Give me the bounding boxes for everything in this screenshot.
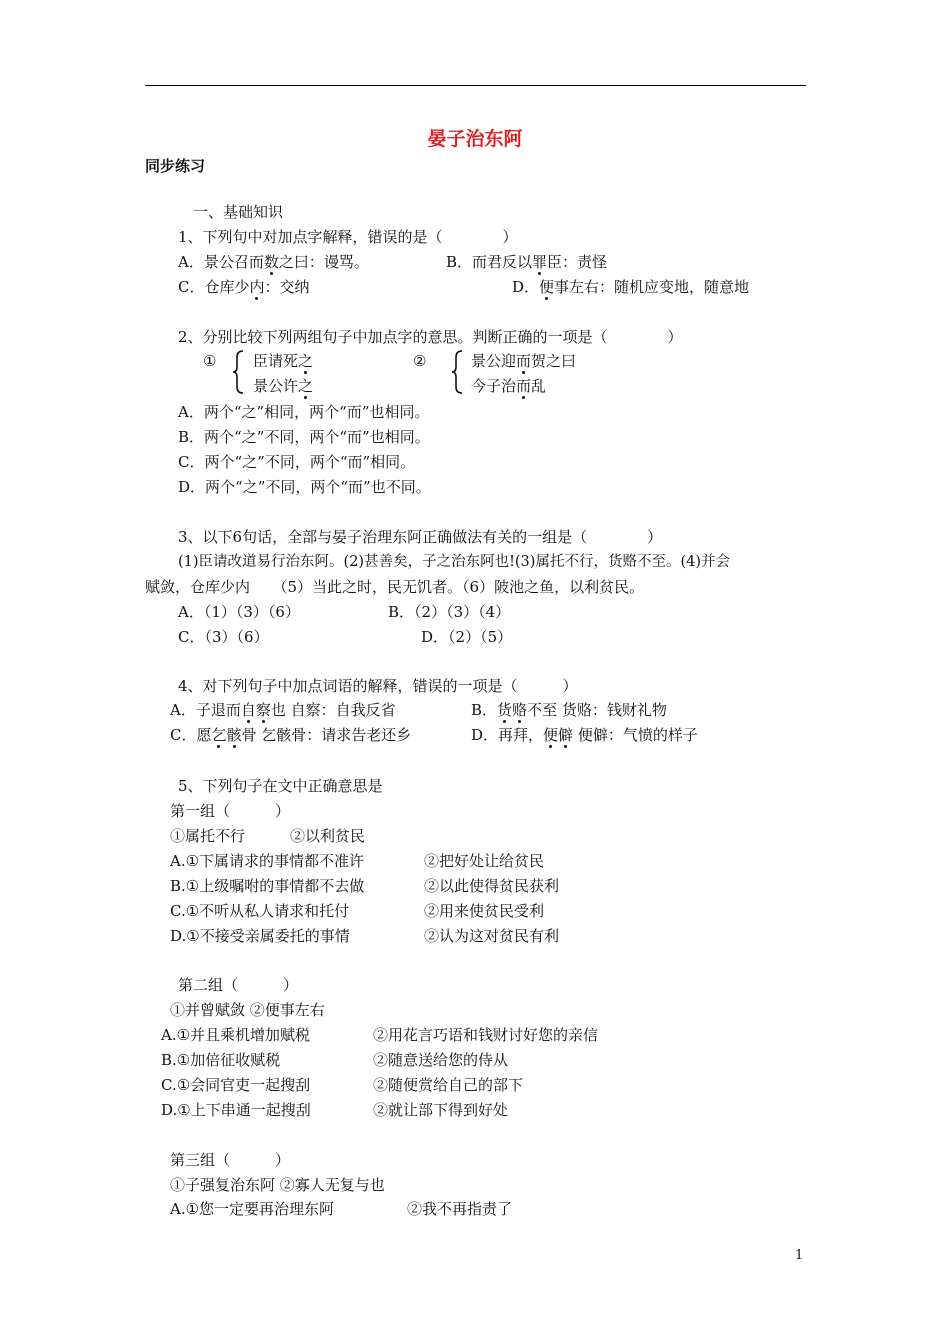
q5-group3-items: ①子强复治东阿 ②寡人无复与也 [170, 1176, 385, 1194]
dotted-char: 货 [497, 701, 513, 719]
dotted-char: 内 [249, 278, 265, 296]
q3-option-a: A．（1）（3）（6） [178, 603, 300, 621]
dotted-char: 察 [255, 701, 271, 719]
q2-group2-line1: 景公迎而贺之曰 [471, 352, 577, 370]
q5-group3-title: 第三组（ ） [170, 1151, 291, 1169]
dotted-char: 赂 [512, 701, 528, 719]
section-heading: 一、基础知识 [193, 203, 284, 221]
q1-option-b: B．而君反以罪臣：责怪 [446, 253, 608, 271]
dotted-char: 而 [516, 352, 532, 370]
q3-text-line1: (1)臣请改道易行治东阿。(2)甚善矣，子之治东阿也!(3)属托不行，货赂不至。(4)并会 [178, 554, 730, 570]
q4-option-a: A．子退而自察也 自察：自我反省 [170, 701, 396, 719]
q2-option-c: C．两个“之”不同，两个“而”相同。 [178, 453, 416, 471]
q5-group1-option-c-2: ②用来使贫民受利 [424, 902, 545, 920]
q5-group2-option-c: C.①会同官吏一起搜刮 [161, 1076, 311, 1094]
document-title: 晏子治东阿 [427, 128, 523, 150]
q2-group1-line2: 景公许之 [253, 377, 314, 395]
q4-option-d: D．再拜，便僻 便僻：气愤的样子 [471, 726, 698, 744]
dotted-char: 之 [298, 377, 314, 395]
q2-group1-line1: 臣请死之 [253, 352, 314, 370]
left-brace-icon [232, 350, 244, 394]
q5-group2-option-a-2: ②用花言巧语和钱财讨好您的亲信 [373, 1026, 599, 1044]
q5-group1-option-d-2: ②认为这对贫民有利 [424, 927, 560, 945]
q3-stem: 3、以下6句话，全部与晏子治理东阿正确做法有关的一组是（ ） [178, 528, 663, 546]
q5-group1-items: ①属托不行 ②以利贫民 [170, 827, 366, 845]
dotted-char: 罪 [532, 253, 548, 271]
q2-option-d: D．两个“之”不同，两个“而”也不同。 [178, 478, 431, 496]
q4-option-c: C．愿乞骸骨 乞骸骨：请求告老还乡 [170, 726, 412, 744]
q3-text-line2: 赋敛，仓库少内 （5）当此之时，民无饥者。（6）陂池之鱼，以利贫民。 [145, 578, 645, 596]
q5-group1-option-b: B.①上级嘱咐的事情都不去做 [170, 877, 365, 895]
q5-group2-option-d-2: ②就让部下得到好处 [373, 1101, 509, 1119]
q1-stem: 1、下列句中对加点字解释，错误的是（ ） [178, 228, 518, 246]
q1-option-c: C．仓库少内：交纳 [178, 278, 310, 296]
q5-group2-option-c-2: ②随便赏给自己的部下 [373, 1076, 524, 1094]
dotted-char: 自 [240, 701, 256, 719]
q5-stem: 5、下列句子在文中正确意思是 [178, 777, 383, 795]
q5-group2-option-b: B.①加倍征收赋税 [161, 1051, 281, 1069]
page-number: 1 [795, 1248, 804, 1263]
dotted-char: 便 [543, 726, 559, 744]
dotted-char: 骸 [226, 726, 242, 744]
dotted-char: 乞 [211, 726, 227, 744]
q5-group2-items: ①并曾赋敛 ②便事左右 [170, 1001, 325, 1019]
left-brace-icon [451, 350, 463, 394]
q2-stem: 2、分别比较下列两组句子中加点字的意思。判断正确的一项是（ ） [178, 328, 683, 346]
q5-group3-option-a-2: ②我不再指责了 [407, 1200, 513, 1218]
q2-group2-line2: 今子治而乱 [471, 377, 547, 395]
q5-group1-option-c: C.①不听从私人请求和托付 [170, 902, 350, 920]
q2-group1-number: ① [203, 352, 217, 370]
dotted-char: 僻 [558, 726, 574, 744]
q4-option-b: B．货赂不至 货赂：钱财礼物 [471, 701, 667, 719]
q5-group3-option-a: A.①您一定要再治理东阿 [170, 1200, 335, 1218]
q3-option-d: D．（2）（5） [421, 628, 513, 646]
q5-group2-option-a: A.①并且乘机增加赋税 [161, 1026, 311, 1044]
q5-group2-option-b-2: ②随意送给您的侍从 [373, 1051, 509, 1069]
document-subtitle: 同步练习 [145, 157, 206, 175]
q2-group2-number: ② [413, 352, 427, 370]
q2-option-a: A．两个“之”相同，两个“而”也相同。 [178, 403, 430, 421]
dotted-char: 数 [263, 253, 279, 271]
q5-group1-option-a-2: ②把好处让给贫民 [424, 852, 545, 870]
q5-group2-option-d: D.①上下串通一起搜刮 [161, 1101, 311, 1119]
q4-stem: 4、对下列句子中加点词语的解释，错误的一项是（ ） [178, 677, 578, 695]
q5-group1-title: 第一组（ ） [170, 802, 291, 820]
q2-option-b: B．两个“之”不同，两个“而”也相同。 [178, 428, 430, 446]
q5-group2-title: 第二组（ ） [178, 976, 299, 994]
dotted-char: 之 [298, 352, 314, 370]
dotted-char: 便 [539, 278, 555, 296]
q3-option-b: B．（2）（3）（4） [388, 603, 511, 621]
q5-group1-option-a: A.①下属请求的事情都不准许 [170, 852, 365, 870]
q3-option-c: C．（3）（6） [178, 628, 269, 646]
q5-group1-option-d: D.①不接受亲属委托的事情 [170, 927, 350, 945]
q1-option-a: A．景公召而数之曰：谩骂。 [178, 253, 369, 271]
header-rule [145, 85, 806, 86]
q5-group1-option-b-2: ②以此使得贫民获利 [424, 877, 560, 895]
dotted-char: 而 [516, 377, 532, 395]
q1-option-d: D．便事左右：随机应变地，随意地 [512, 278, 750, 296]
